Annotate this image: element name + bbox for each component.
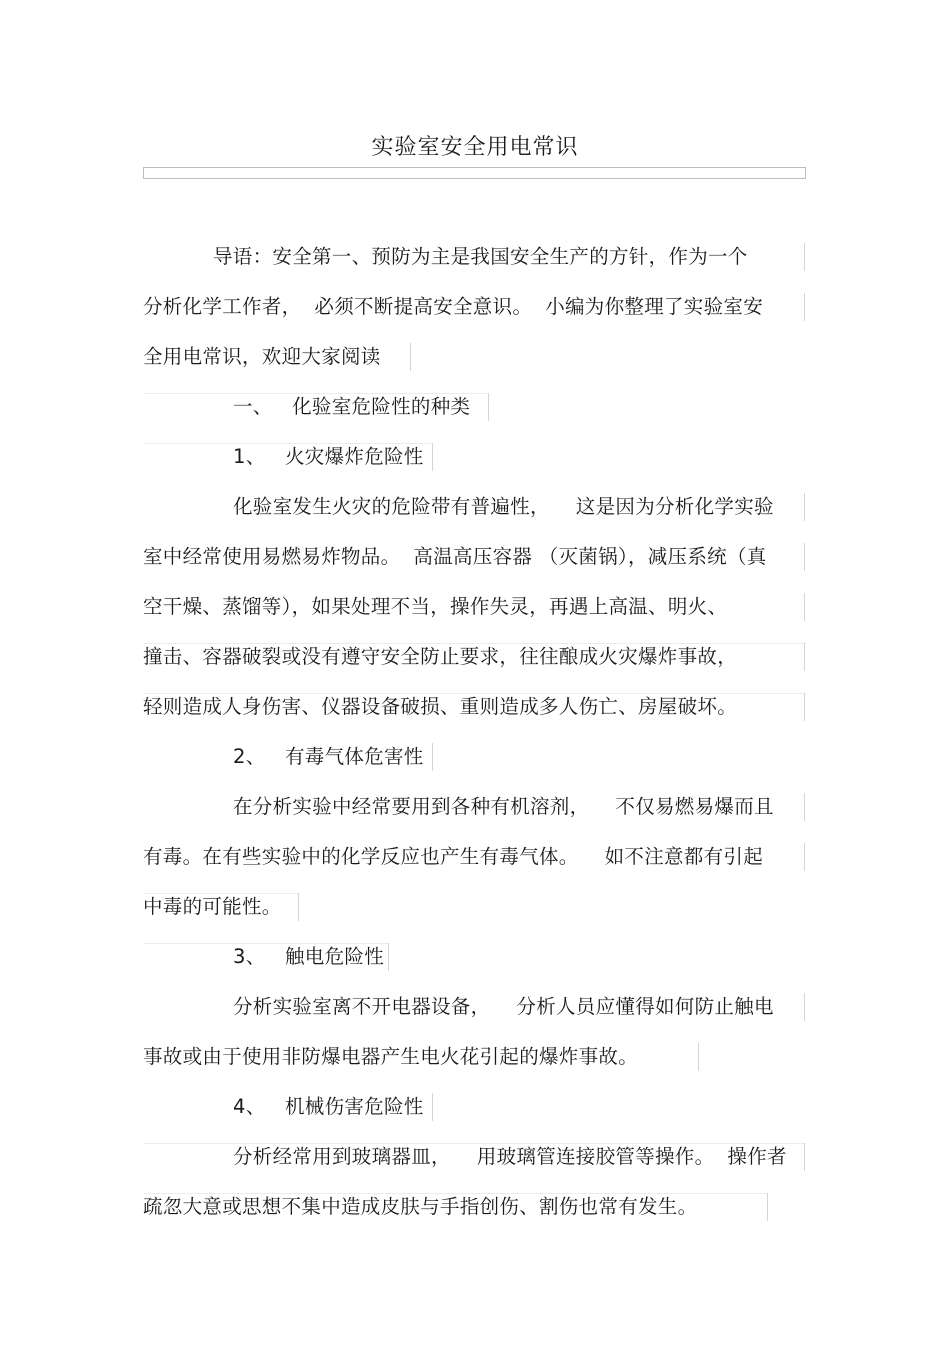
section-heading: 一、 化验室危险性的种类	[233, 395, 471, 418]
line-edge-mark	[388, 943, 389, 971]
para1-line-5: 轻则造成人身伤害、仪器设备破损、重则造成多人伤亡、房屋破坏。	[143, 695, 738, 718]
line-edge-mark	[804, 593, 805, 621]
line-edge-mark	[804, 543, 805, 571]
subheading-3: 3、 触电危险性	[233, 945, 385, 968]
line-edge-mark	[488, 393, 489, 421]
line-edge-mark	[804, 243, 805, 271]
para1-line-2: 室中经常使用易燃易炸物品。 高温高压容器 （灭菌锅），减压系统（真	[143, 545, 767, 568]
line-edge-mark	[804, 1143, 805, 1171]
line-edge-mark	[298, 893, 299, 921]
line-edge-mark	[804, 293, 805, 321]
line-edge-mark	[698, 1043, 699, 1071]
intro-line-2: 分析化学工作者， 必须不断提高安全意识。 小编为你整理了实验室安	[143, 295, 763, 318]
para4-line-1: 分析经常用到玻璃器皿， 用玻璃管连接胶管等操作。 操作者	[233, 1145, 787, 1168]
line-edge-mark	[804, 693, 805, 721]
line-edge-mark	[410, 343, 411, 371]
line-edge-mark	[804, 643, 805, 671]
para2-line-1: 在分析实验中经常要用到各种有机溶剂， 不仅易燃易爆而且	[233, 795, 774, 818]
subheading-1: 1、 火灾爆炸危险性	[233, 445, 424, 468]
intro-line-1: 导语：安全第一、预防为主是我国安全生产的方针，作为一个	[213, 245, 748, 268]
subheading-2: 2、 有毒气体危害性	[233, 745, 424, 768]
para2-line-2: 有毒。在有些实验中的化学反应也产生有毒气体。 如不注意都有引起	[143, 845, 763, 868]
line-edge-mark	[804, 993, 805, 1021]
title-divider	[143, 167, 806, 179]
line-edge-mark	[804, 493, 805, 521]
para1-line-3: 空干燥、蒸馏等），如果处理不当，操作失灵，再遇上高温、明火、	[143, 595, 728, 618]
para1-line-4: 撞击、容器破裂或没有遵守安全防止要求，往往酿成火灾爆炸事故，	[143, 645, 738, 668]
para3-line-2: 事故或由于使用非防爆电器产生电火花引起的爆炸事故。	[143, 1045, 639, 1068]
line-edge-mark	[804, 843, 805, 871]
para2-line-3: 中毒的可能性。	[143, 895, 282, 918]
line-edge-mark	[432, 743, 433, 771]
para3-line-1: 分析实验室离不开电器设备， 分析人员应懂得如何防止触电	[233, 995, 774, 1018]
line-edge-mark	[804, 793, 805, 821]
line-edge-mark	[767, 1193, 768, 1221]
line-edge-mark	[432, 1093, 433, 1121]
para1-line-1: 化验室发生火灾的危险带有普遍性， 这是因为分析化学实验	[233, 495, 774, 518]
document-title: 实验室安全用电常识	[371, 135, 579, 160]
subheading-4: 4、 机械伤害危险性	[233, 1095, 424, 1118]
line-edge-mark	[432, 443, 433, 471]
para4-line-2: 疏忽大意或思想不集中造成皮肤与手指创伤、割伤也常有发生。	[143, 1195, 698, 1218]
intro-line-3: 全用电常识，欢迎大家阅读	[143, 345, 381, 368]
